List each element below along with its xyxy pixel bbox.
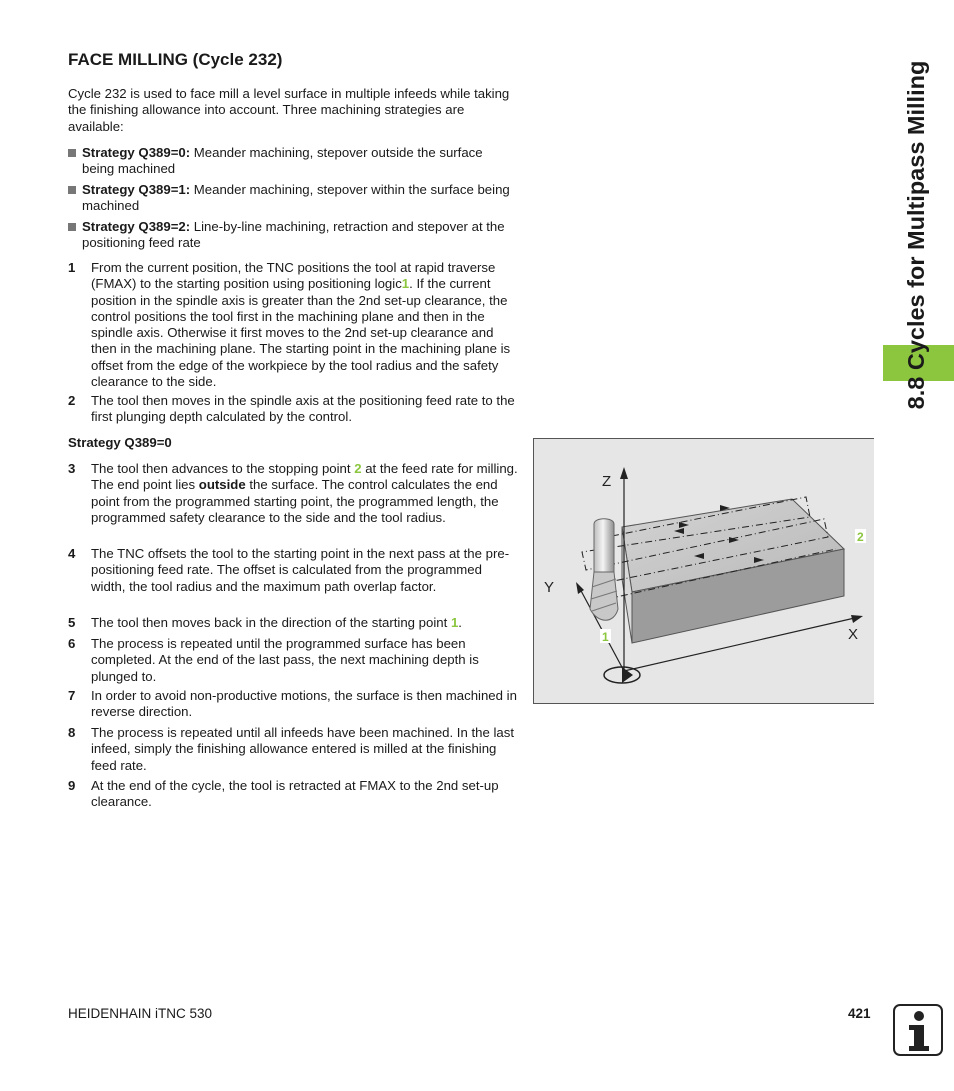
step-number: 3 <box>68 461 76 476</box>
step-text: At the end of the cycle, the tool is retracted at FMAX to the 2nd set-up clearance. <box>91 778 499 810</box>
face-milling-figure <box>533 438 874 704</box>
end-mill-tool <box>590 519 618 621</box>
ref-point-1: 1 <box>450 615 459 630</box>
bullet-text: Meander machining, stepover outside the surface being machined <box>82 145 483 177</box>
bullet-label: Strategy Q389=1: <box>82 182 191 197</box>
step-text: In order to avoid non-productive motions, the surface is then machined in reverse direction. <box>91 688 517 720</box>
face-milling-diagram <box>534 439 874 704</box>
step-number: 2 <box>68 393 76 408</box>
bullet-text: Meander machining, stepover within the surface being machined <box>82 182 510 214</box>
axis-label-y: Y <box>544 579 555 596</box>
bullet-square-icon <box>68 223 76 231</box>
step-7 <box>68 688 518 721</box>
step-number: 8 <box>68 725 76 740</box>
axis-label-x: X <box>848 626 859 643</box>
axis-label-z: Z <box>602 473 612 490</box>
marker-1-label: 1 <box>602 630 609 644</box>
info-glyph <box>895 1006 941 1054</box>
strategy-subheading: Strategy Q389=0 <box>68 435 172 450</box>
chapter-sidebar <box>880 0 954 470</box>
bullet-text: Line-by-line machining, retraction and stepover at the positioning feed rate <box>82 219 505 251</box>
step-3 <box>68 461 518 526</box>
step-text: The process is repeated until the programmed surface has been completed. At the end of the last pass, the next machining depth is plunged to. <box>91 636 479 684</box>
bullet-label: Strategy Q389=2: <box>82 219 191 234</box>
step-text: at the feed rate for milling. The end point lies <box>91 461 518 493</box>
intro-paragraph: Cycle 232 is used to face mill a level surface in multiple infeeds while taking the finishing allowance into account. Three machining strategies are available: <box>68 86 510 134</box>
step-5 <box>68 615 518 631</box>
footer-product-name: HEIDENHAIN iTNC 530 <box>68 1006 213 1021</box>
bullet-strategy-0 <box>68 145 516 178</box>
step-text: The tool then moves in the spindle axis at the positioning feed rate to the first plunging depth calculated by the control. <box>91 393 515 425</box>
emphasis-outside: outside <box>198 477 246 493</box>
ref-point-1: 1 <box>401 276 410 292</box>
step-text: The tool then advances to the stopping point <box>91 461 355 476</box>
marker-2-label: 2 <box>857 530 864 544</box>
bullet-square-icon <box>68 149 76 157</box>
page-title: FACE MILLING (Cycle 232) <box>68 50 283 69</box>
step-number: 7 <box>68 688 76 703</box>
page-number: 421 <box>848 1006 871 1021</box>
step-text: The tool then moves back in the direction of the starting point <box>91 615 451 630</box>
step-text: From the current position, the TNC positions the tool at rapid traverse (FMAX) to the starting position using positioning logic <box>91 260 496 292</box>
step-8 <box>68 725 518 774</box>
step-text: . <box>458 615 462 630</box>
step-number: 9 <box>68 778 76 793</box>
step-9 <box>68 778 518 811</box>
step-6 <box>68 636 518 685</box>
origin-symbol <box>604 667 640 683</box>
step-number: 5 <box>68 615 76 630</box>
step-1 <box>68 260 518 390</box>
bullet-label: Strategy Q389=0: <box>82 145 191 160</box>
step-4 <box>68 546 518 595</box>
bullet-square-icon <box>68 186 76 194</box>
bullet-strategy-1 <box>68 182 516 215</box>
step-2 <box>68 393 518 426</box>
chapter-title: 8.8 Cycles for Multipass Milling <box>903 60 929 410</box>
info-icon <box>893 1004 943 1056</box>
step-number: 6 <box>68 636 76 651</box>
step-text: . If the current position in the spindle axis is greater than the 2nd set-up clearance, the control positions the tool first in the machining plane and then in the spindle axis. Otherwise it first moves to the 2nd set-up clearance and then in the machining plane. The starting point in the machining plane is offset from the edge of the workpiece by the tool radius and the safety clearance to the side. <box>91 276 511 390</box>
bullet-strategy-2 <box>68 219 516 252</box>
step-number: 4 <box>68 546 76 561</box>
ref-point-2: 2 <box>354 461 362 476</box>
step-number: 1 <box>68 260 76 275</box>
step-text: the surface. The control calculates the end point from the programmed starting point, the programmed length, the programmed safety clearance to the side and the tool radius. <box>91 477 499 525</box>
step-text: The TNC offsets the tool to the starting point in the next pass at the pre-positioning feed rate. The offset is calculated from the programmed width, the tool radius and the maximum path overlap factor. <box>91 546 510 594</box>
step-text: The process is repeated until all infeeds have been machined. In the last infeed, simply the finishing allowance entered is milled at the finishing feed rate. <box>91 725 514 773</box>
